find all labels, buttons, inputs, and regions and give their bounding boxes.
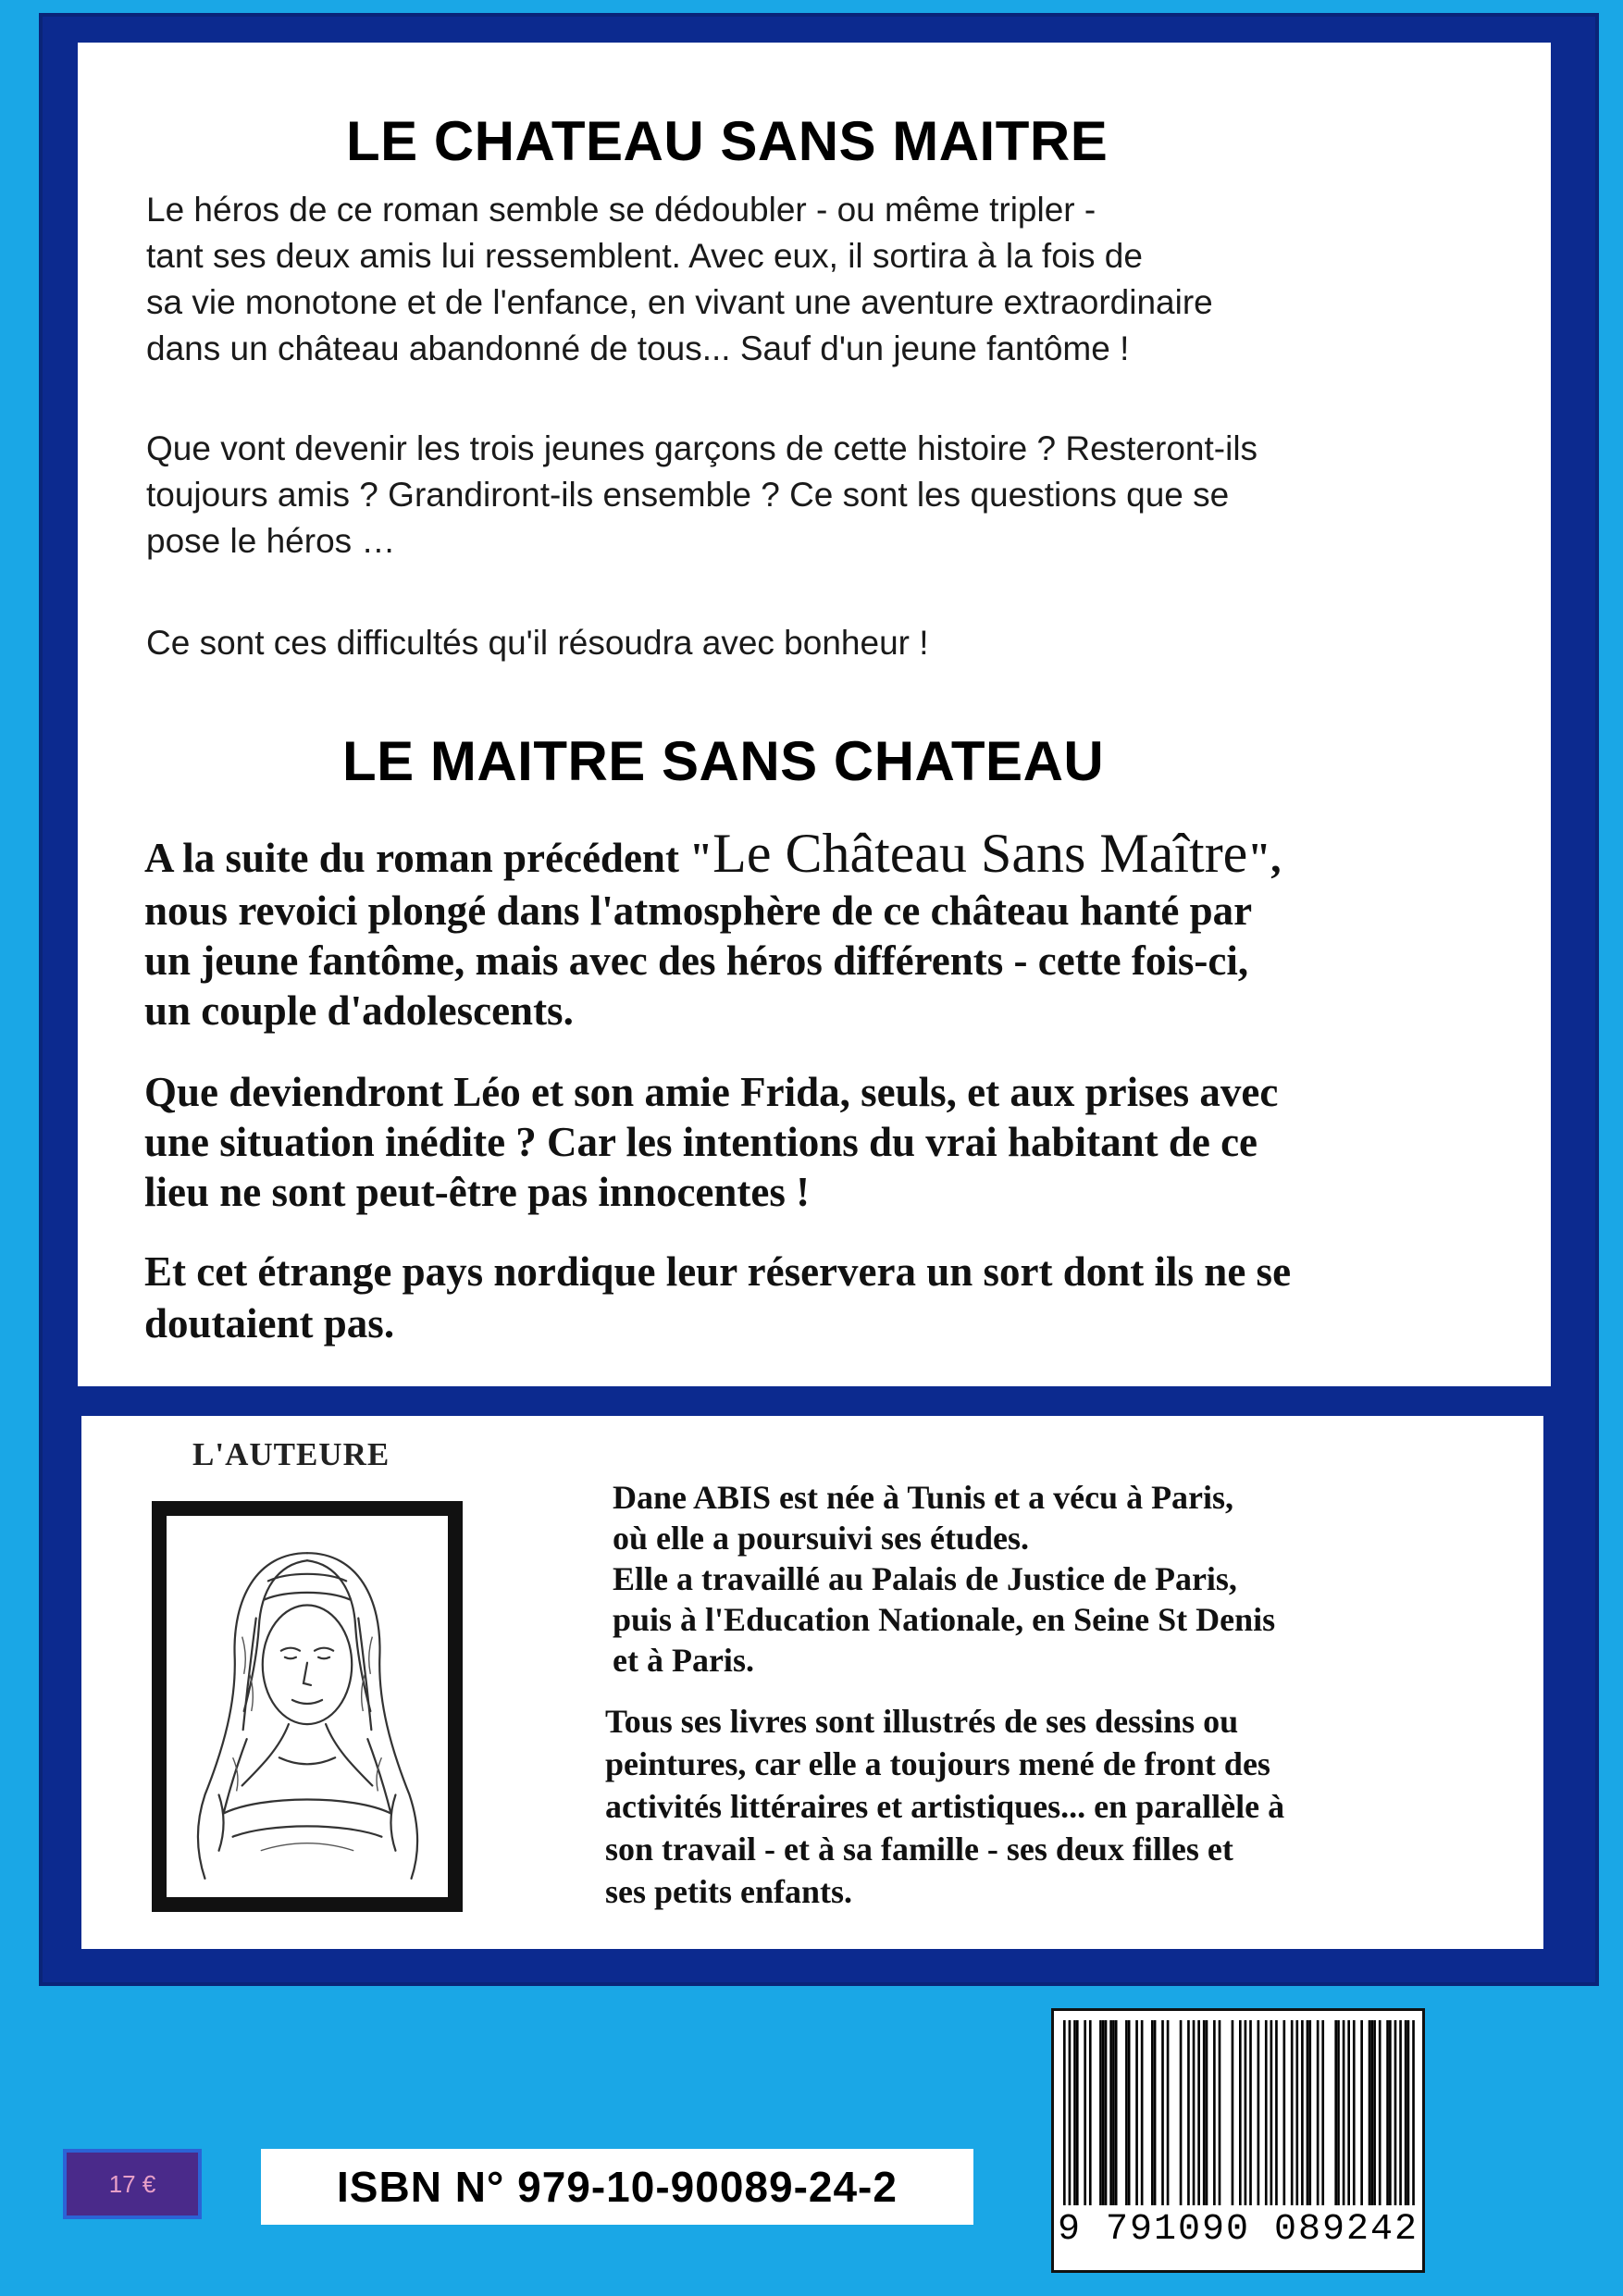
author-label: L'AUTEURE — [192, 1436, 390, 1472]
book2-text-line: A la suite du roman précédent "Le Château Sans Maître", — [144, 823, 1282, 884]
book1-reference-title: Le Château Sans Maître — [712, 823, 1248, 884]
barcode-digits: 9 791090 089242 — [1057, 2209, 1419, 2251]
portrait-drawing — [167, 1516, 448, 1897]
author-bio-line: Elle a travaillé au Palais de Justice de Paris, — [613, 1560, 1237, 1597]
book2-text-line: un couple d'adolescents. — [144, 987, 574, 1034]
book1-text-line: Le héros de ce roman semble se dédoubler - ou même tripler - — [146, 191, 1096, 229]
book2-text-line: doutaient pas. — [144, 1300, 395, 1347]
author-bio-line: activités littéraires et artistiques... en parallèle à — [605, 1788, 1285, 1825]
book1-text-line: dans un château abandonné de tous... Sauf d'un jeune fantôme ! — [146, 329, 1130, 367]
book1-text-line: Que vont devenir les trois jeunes garçons de cette histoire ? Resteront-ils — [146, 429, 1258, 467]
author-bio-line: peintures, car elle a toujours mené de front des — [605, 1745, 1270, 1782]
book2-text-line: Et cet étrange pays nordique leur réservera un sort dont ils ne se — [144, 1248, 1292, 1295]
isbn-text: ISBN N° 979-10-90089-24-2 — [337, 2163, 898, 2211]
book2-text-line: lieu ne sont peut-être pas innocentes ! — [144, 1169, 811, 1215]
author-bio-line: et à Paris. — [613, 1642, 754, 1679]
synopsis-panel — [78, 43, 1551, 1386]
author-bio-line: son travail - et à sa famille - ses deux filles et — [605, 1831, 1233, 1868]
price-text: 17 € — [108, 2169, 156, 2198]
book1-text-line: Ce sont ces difficultés qu'il résoudra avec bonheur ! — [146, 624, 929, 662]
book1-title: LE CHATEAU SANS MAITRE — [346, 110, 1109, 172]
book2-text-line: nous revoici plongé dans l'atmosphère de ce château hanté par — [144, 887, 1253, 934]
book2-text-line: Que deviendront Léo et son amie Frida, seuls, et aux prises avec — [144, 1069, 1279, 1115]
barcode-bars — [1063, 2020, 1415, 2205]
author-bio-line: puis à l'Education Nationale, en Seine St Denis — [613, 1601, 1276, 1638]
book1-text-line: tant ses deux amis lui ressemblent. Avec eux, il sortira à la fois de — [146, 237, 1143, 275]
book1-text-line: sa vie monotone et de l'enfance, en vivant une aventure extraordinaire — [146, 283, 1213, 321]
book2-text-line: une situation inédite ? Car les intentions du vrai habitant de ce — [144, 1119, 1258, 1165]
author-bio-line: où elle a poursuivi ses études. — [613, 1520, 1030, 1557]
book1-text-line: pose le héros … — [146, 522, 396, 560]
price-badge — [63, 2149, 202, 2219]
book1-text-line: toujours amis ? Grandiront-ils ensemble ? Ce sont les questions que se — [146, 476, 1230, 514]
author-bio-line: ses petits enfants. — [605, 1873, 852, 1910]
author-panel — [81, 1416, 1543, 1949]
isbn-box — [261, 2149, 973, 2225]
author-bio-line: Tous ses livres sont illustrés de ses dessins ou — [605, 1703, 1239, 1740]
book2-title: LE MAITRE SANS CHATEAU — [342, 730, 1105, 792]
author-bio-line: Dane ABIS est née à Tunis et a vécu à Paris, — [613, 1479, 1234, 1516]
barcode — [1051, 2008, 1425, 2273]
author-portrait — [152, 1501, 463, 1912]
book2-text-line: un jeune fantôme, mais avec des héros différents - cette fois-ci, — [144, 937, 1249, 984]
